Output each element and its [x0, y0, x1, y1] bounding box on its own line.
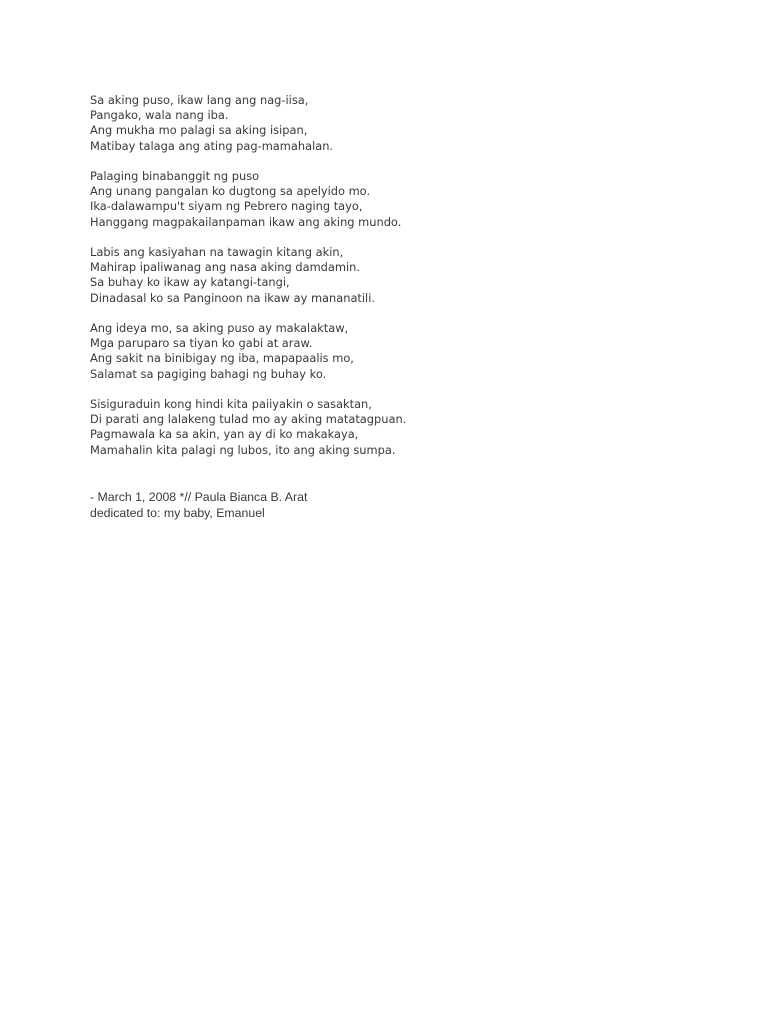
stanza-5: [90, 397, 730, 458]
poem-line: Salamat sa pagiging bahagi ng buhay ko.: [90, 366, 327, 381]
poem-line: Ika-dalawampu't siyam ng Pebrero naging tayo,: [90, 199, 363, 214]
poem-line: Pagmawala ka sa akin, yan ay di ko makakaya,: [90, 427, 359, 442]
poem-line: Mahirap ipaliwanag ang nasa aking damdamin.: [90, 260, 360, 275]
poem-line: Ang unang pangalan ko dugtong sa apelyido mo.: [90, 184, 371, 199]
poem-line: Hanggang magpakailanpaman ikaw ang aking mundo.: [90, 214, 402, 229]
signature-block: [90, 490, 307, 521]
poem-line: Sa buhay ko ikaw ay katangi-tangi,: [90, 275, 290, 290]
poem-line: Ang mukha mo palagi sa aking isipan,: [90, 123, 308, 138]
poem-line: Di parati ang lalakeng tulad mo ay aking matatagpuan.: [90, 412, 407, 427]
poem-line: Sa aking puso, ikaw lang ang nag-iisa,: [90, 93, 309, 107]
poem-line: Mga paruparo sa tiyan ko gabi at araw.: [90, 336, 313, 351]
poem-line: Sisiguraduin kong hindi kita paiiyakin o sasaktan,: [90, 397, 372, 411]
stanza-2: [90, 169, 730, 230]
poem-line: Ang ideya mo, sa aking puso ay makalaktaw,: [90, 321, 349, 335]
stanza-3: [90, 245, 730, 306]
poem-line: Pangako, wala nang iba.: [90, 108, 229, 123]
stanza-1: [90, 93, 730, 154]
poem-line: Palaging binabanggit ng puso: [90, 169, 260, 183]
poem-line: Ang sakit na binibigay ng iba, mapapaalis mo,: [90, 351, 354, 366]
poem-line: Mamahalin kita palagi ng lubos, ito ang aking sumpa.: [90, 442, 396, 457]
poem-line: Dinadasal ko sa Panginoon na ikaw ay mananatili.: [90, 290, 376, 305]
poem-line: Labis ang kasiyahan na tawagin kitang akin,: [90, 245, 344, 259]
poem-line: Matibay talaga ang ating pag-mamahalan.: [90, 138, 334, 153]
poem-body: [90, 93, 730, 473]
stanza-4: [90, 321, 730, 382]
date-author-line: - March 1, 2008 *// Paula Bianca B. Arat: [90, 490, 308, 504]
dedication-line: dedicated to: my baby, Emanuel: [90, 505, 265, 520]
